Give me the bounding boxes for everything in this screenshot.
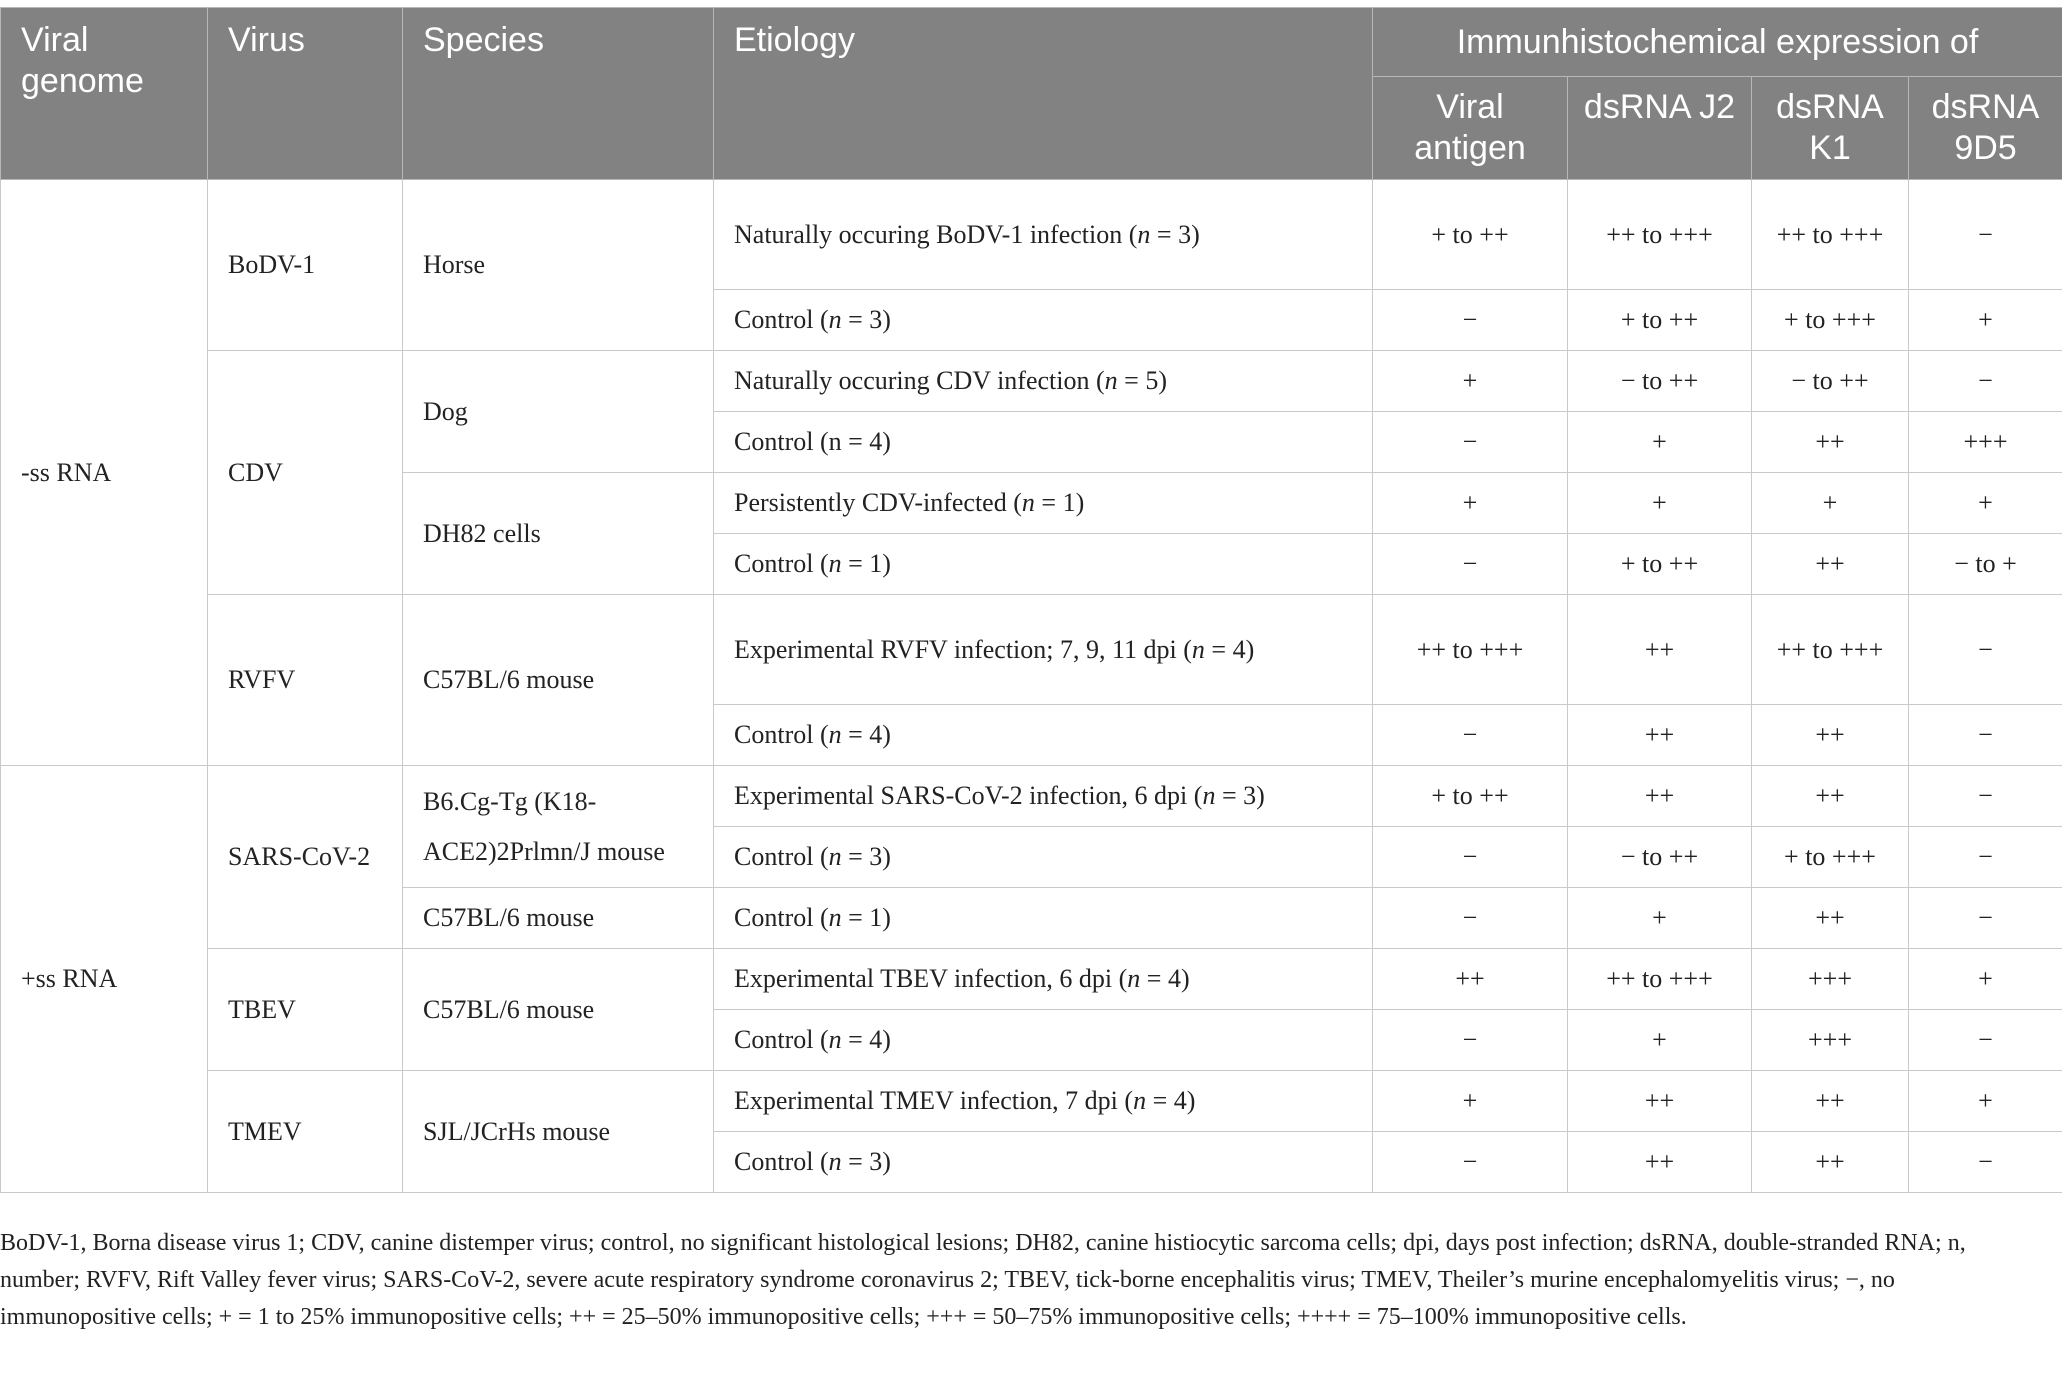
viral-antigen-cell: − <box>1373 290 1568 351</box>
virus-cell: TMEV <box>208 1071 403 1193</box>
species-cell: C57BL/6 mouse <box>403 949 714 1071</box>
dsrna-9d5-cell: − <box>1909 180 2062 290</box>
dsrna-k1-cell: + to +++ <box>1752 290 1909 351</box>
dsrna-9d5-cell: − <box>1909 1010 2062 1071</box>
etiology-cell: Experimental TMEV infection, 7 dpi (n = 4) <box>714 1071 1373 1132</box>
dsrna-k1-cell: ++ <box>1752 888 1909 949</box>
viral-antigen-cell: + <box>1373 473 1568 534</box>
viral-antigen-cell: ++ to +++ <box>1373 595 1568 705</box>
viral-antigen-cell: − <box>1373 1132 1568 1193</box>
dsrna-k1-cell: ++ <box>1752 1132 1909 1193</box>
viral-antigen-cell: − <box>1373 705 1568 766</box>
dsrna-9d5-cell: − <box>1909 827 2062 888</box>
dsrna-k1-cell: + to +++ <box>1752 827 1909 888</box>
col-header-dsrna-9d5: dsRNA 9D5 <box>1909 77 2062 180</box>
dsrna-k1-cell: ++ <box>1752 534 1909 595</box>
table-footnote: BoDV-1, Borna disease virus 1; CDV, canine distemper virus; control, no significant histological lesions; DH82, canine histiocytic sarcoma cells; dpi, days post infection; dsRNA, double-stranded RNA; n, number; RVFV, Rift Valley fever virus; SARS-CoV-2, severe acute respiratory syndrome coronavirus 2; TBEV, tick-borne encephalitis virus; TMEV, Theiler’s murine encephalomyelitis virus; −, no immunopositive cells; + = 1 to 25% immunopositive cells; ++ = 25–50% immunopositive cells; +++ = 50–75% immunopositive cells; ++++ = 75–100% immunopositive cells. <box>0 1230 1966 1330</box>
species-cell: DH82 cells <box>403 473 714 595</box>
genome-cell: +ss RNA <box>1 766 208 1193</box>
dsrna-9d5-cell: + <box>1909 949 2062 1010</box>
dsrna-9d5-cell: + <box>1909 1071 2062 1132</box>
dsrna-9d5-cell: +++ <box>1909 412 2062 473</box>
dsrna-k1-cell: +++ <box>1752 949 1909 1010</box>
dsrna-j2-cell: ++ to +++ <box>1568 949 1752 1010</box>
dsrna-j2-cell: + <box>1568 473 1752 534</box>
dsrna-j2-cell: ++ <box>1568 1071 1752 1132</box>
dsrna-9d5-cell: − <box>1909 888 2062 949</box>
dsrna-j2-cell: ++ <box>1568 595 1752 705</box>
table-row <box>1 1071 2062 1132</box>
etiology-cell: Control (n = 1) <box>714 534 1373 595</box>
table-row <box>1 595 2062 705</box>
etiology-cell: Control (n = 3) <box>714 1132 1373 1193</box>
col-header-dsrna-k1: dsRNA K1 <box>1752 77 1909 180</box>
table-row <box>1 351 2062 412</box>
virus-cell: BoDV-1 <box>208 180 403 351</box>
dsrna-j2-cell: ++ to +++ <box>1568 180 1752 290</box>
species-cell: Dog <box>403 351 714 473</box>
table-row <box>1 949 2062 1010</box>
etiology-cell: Control (n = 1) <box>714 888 1373 949</box>
etiology-cell: Experimental RVFV infection; 7, 9, 11 dpi (n = 4) <box>714 595 1373 705</box>
etiology-cell: Control (n = 3) <box>714 290 1373 351</box>
dsrna-k1-cell: ++ <box>1752 766 1909 827</box>
viral-antigen-cell: + <box>1373 1071 1568 1132</box>
dsrna-k1-cell: +++ <box>1752 1010 1909 1071</box>
viral-antigen-cell: + to ++ <box>1373 766 1568 827</box>
table-row <box>1 180 2062 290</box>
results-table <box>0 7 2062 1193</box>
virus-cell: TBEV <box>208 949 403 1071</box>
virus-cell: CDV <box>208 351 403 595</box>
dsrna-9d5-cell: − <box>1909 351 2062 412</box>
dsrna-j2-cell: + <box>1568 412 1752 473</box>
viral-antigen-cell: ++ <box>1373 949 1568 1010</box>
dsrna-9d5-cell: − <box>1909 1132 2062 1193</box>
dsrna-j2-cell: + to ++ <box>1568 534 1752 595</box>
dsrna-9d5-cell: − <box>1909 766 2062 827</box>
etiology-cell: Control (n = 3) <box>714 827 1373 888</box>
dsrna-9d5-cell: − <box>1909 595 2062 705</box>
dsrna-k1-cell: ++ to +++ <box>1752 595 1909 705</box>
species-cell: B6.Cg-Tg (K18-ACE2)2Prlmn/J mouse <box>403 766 714 888</box>
etiology-cell: Naturally occuring CDV infection (n = 5) <box>714 351 1373 412</box>
etiology-cell: Experimental TBEV infection, 6 dpi (n = 4) <box>714 949 1373 1010</box>
dsrna-j2-cell: ++ <box>1568 705 1752 766</box>
viral-antigen-cell: − <box>1373 888 1568 949</box>
dsrna-9d5-cell: + <box>1909 473 2062 534</box>
dsrna-j2-cell: + <box>1568 1010 1752 1071</box>
species-cell: SJL/JCrHs mouse <box>403 1071 714 1193</box>
col-header-virus: Virus <box>208 8 403 180</box>
etiology-cell: Persistently CDV-infected (n = 1) <box>714 473 1373 534</box>
etiology-cell: Control (n = 4) <box>714 412 1373 473</box>
species-cell: Horse <box>403 180 714 351</box>
dsrna-k1-cell: − to ++ <box>1752 351 1909 412</box>
dsrna-j2-cell: ++ <box>1568 1132 1752 1193</box>
etiology-cell: Naturally occuring BoDV-1 infection (n = 3) <box>714 180 1373 290</box>
dsrna-9d5-cell: − to + <box>1909 534 2062 595</box>
viral-antigen-cell: − <box>1373 412 1568 473</box>
species-cell: C57BL/6 mouse <box>403 595 714 766</box>
dsrna-k1-cell: ++ <box>1752 412 1909 473</box>
viral-antigen-cell: − <box>1373 827 1568 888</box>
dsrna-j2-cell: + to ++ <box>1568 290 1752 351</box>
viral-antigen-cell: − <box>1373 534 1568 595</box>
dsrna-j2-cell: + <box>1568 888 1752 949</box>
species-cell: C57BL/6 mouse <box>403 888 714 949</box>
dsrna-k1-cell: + <box>1752 473 1909 534</box>
dsrna-9d5-cell: − <box>1909 705 2062 766</box>
dsrna-9d5-cell: + <box>1909 290 2062 351</box>
dsrna-j2-cell: − to ++ <box>1568 351 1752 412</box>
dsrna-k1-cell: ++ <box>1752 705 1909 766</box>
etiology-cell: Control (n = 4) <box>714 705 1373 766</box>
virus-cell: SARS-CoV-2 <box>208 766 403 949</box>
viral-antigen-cell: + <box>1373 351 1568 412</box>
col-header-species: Species <box>403 8 714 180</box>
dsrna-j2-cell: ++ <box>1568 766 1752 827</box>
viral-antigen-cell: − <box>1373 1010 1568 1071</box>
table-body <box>1 180 2062 1193</box>
virus-cell: RVFV <box>208 595 403 766</box>
etiology-cell: Experimental SARS-CoV-2 infection, 6 dpi (n = 3) <box>714 766 1373 827</box>
dsrna-j2-cell: − to ++ <box>1568 827 1752 888</box>
viral-antigen-cell: + to ++ <box>1373 180 1568 290</box>
col-header-viral-genome: Viral genome <box>1 8 208 180</box>
col-header-immunohistochemical-expression: Immunhistochemical expression of <box>1373 8 2062 77</box>
etiology-cell: Control (n = 4) <box>714 1010 1373 1071</box>
genome-cell: -ss RNA <box>1 180 208 766</box>
dsrna-k1-cell: ++ to +++ <box>1752 180 1909 290</box>
col-header-viral-antigen: Viral antigen <box>1373 77 1568 180</box>
col-header-etiology: Etiology <box>714 8 1373 180</box>
dsrna-k1-cell: ++ <box>1752 1071 1909 1132</box>
table-row <box>1 766 2062 827</box>
col-header-dsrna-j2: dsRNA J2 <box>1568 77 1752 180</box>
